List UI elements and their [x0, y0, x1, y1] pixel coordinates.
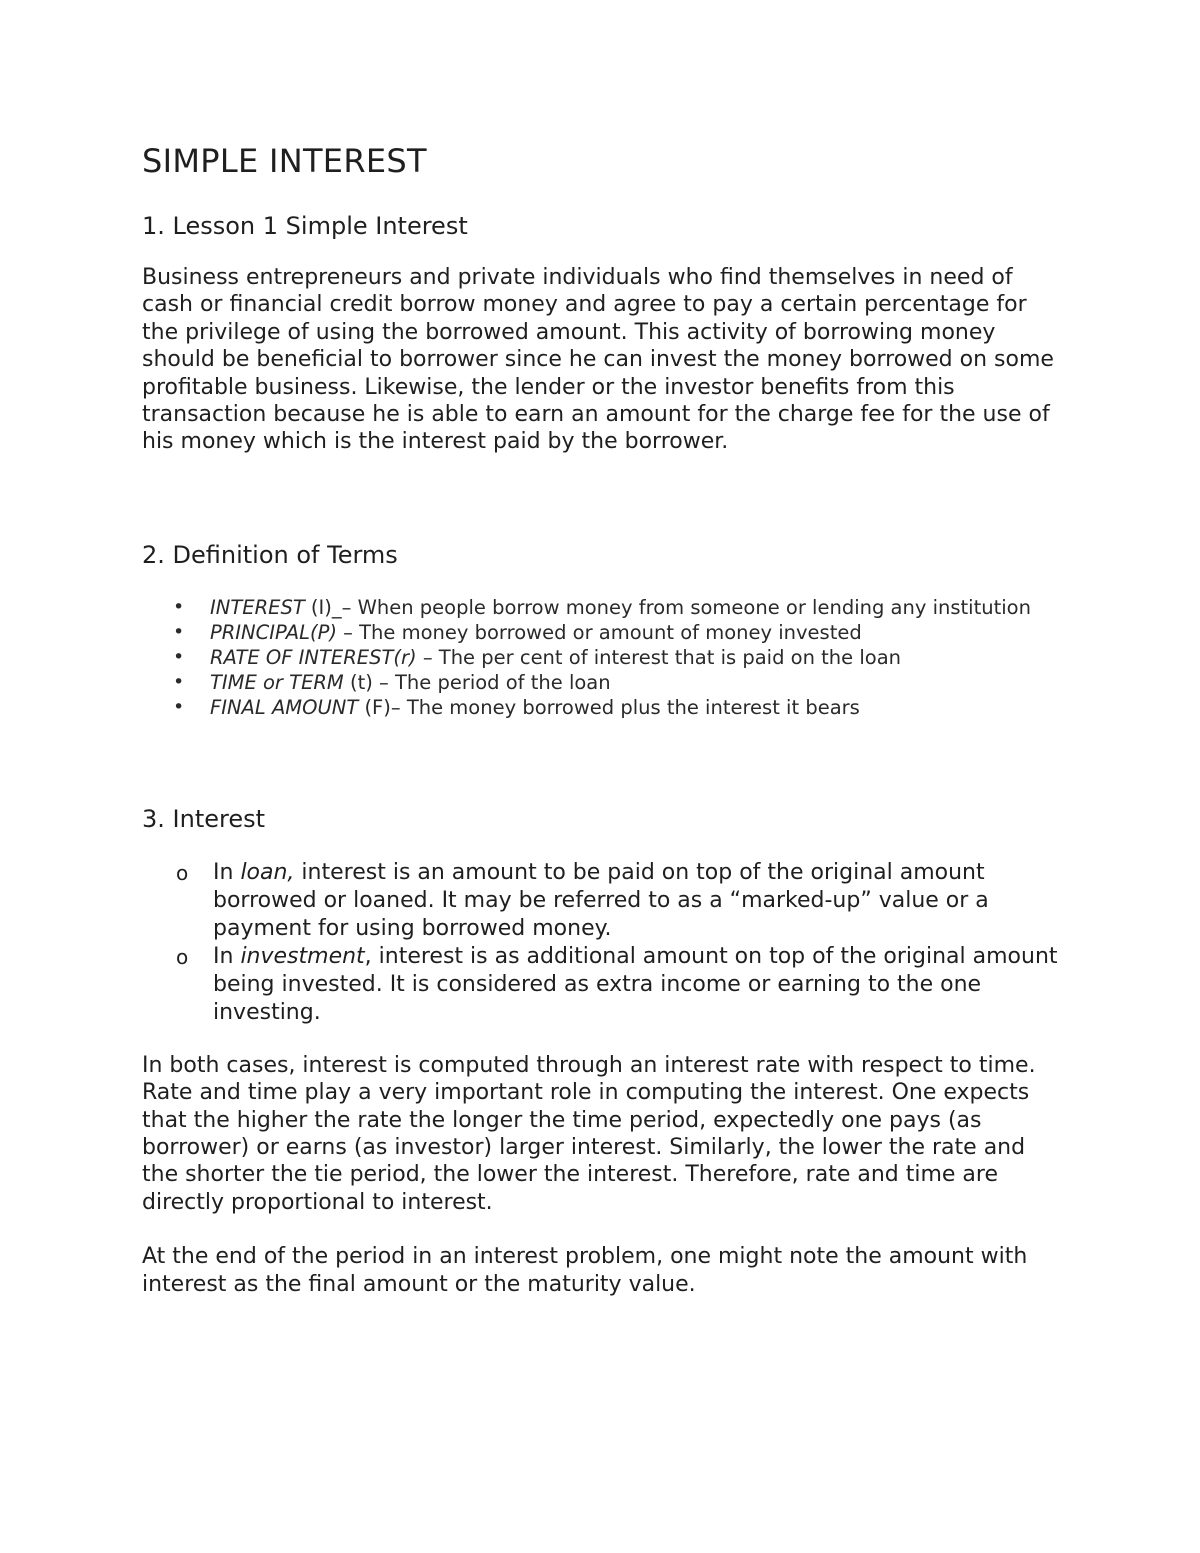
- circle-bullet-icon: o: [176, 944, 189, 969]
- definitions-heading: 2. Definition of Terms: [142, 540, 398, 569]
- interest-paragraph-1: In both cases, interest is computed through an interest rate with respect to time. Rate and time play a very important role in computing the interest. One expects that the higher the rate the longer the time period, expectedly one pays (as borrower) or earns (as investor) larger interest. Similarly, the lower the rate and the shorter the tie period, the lower the interest. Therefore, rate and time are directly proportional to interest.: [142, 1052, 1036, 1215]
- interest-heading: 3. Interest: [142, 804, 266, 833]
- term-label: FINAL AMOUNT: [210, 695, 359, 719]
- list-item: [142, 670, 1062, 695]
- document-page: [142, 140, 1062, 1298]
- term-label: RATE OF INTEREST(r): [210, 645, 417, 669]
- item-prefix: In: [213, 859, 241, 885]
- interest-paragraph-2: At the end of the period in an interest problem, one might note the amount with interest as the final amount or the maturity value.: [142, 1244, 1028, 1297]
- term-description: (F)– The money borrowed plus the interest it bears: [358, 695, 860, 719]
- item-term: loan,: [240, 859, 295, 885]
- item-prefix: In: [213, 943, 241, 969]
- bullet-icon: •: [173, 670, 185, 693]
- item-description: interest is an amount to be paid on top of the original amount borrowed or loaned. It may be referred to as a “marked-up” value or a payment for using borrowed money.: [213, 859, 989, 941]
- term-description: (t) – The period of the loan: [343, 670, 611, 694]
- definitions-list: [142, 595, 1062, 720]
- item-description: , interest is as additional amount on top of the original amount being invested. It is considered as extra income or earning to the one investing.: [213, 943, 1058, 1025]
- term-label: PRINCIPAL(P): [210, 620, 337, 644]
- list-item: [142, 943, 1062, 1027]
- bullet-icon: •: [173, 595, 185, 618]
- item-term: investment: [240, 943, 365, 969]
- interest-list: [142, 859, 1062, 1027]
- term-description: – The money borrowed or amount of money invested: [336, 620, 862, 644]
- list-item: [142, 695, 1062, 720]
- list-item: [142, 620, 1062, 645]
- list-item: [142, 595, 1062, 620]
- bullet-icon: •: [173, 620, 185, 643]
- document-title: SIMPLE INTEREST: [142, 142, 427, 180]
- circle-bullet-icon: o: [176, 860, 189, 885]
- list-item: [142, 859, 1062, 943]
- lesson-heading: 1. Lesson 1 Simple Interest: [142, 212, 468, 240]
- bullet-icon: •: [173, 645, 185, 668]
- lesson-paragraph: Business entrepreneurs and private individuals who find themselves in need of cash or financial credit borrow money and agree to pay a certain percentage for the privilege of using the borrowed amount. This activity of borrowing money should be beneficial to borrower since he can invest the money borrowed on some profitable business. Likewise, the lender or the investor benefits from this transaction because he is able to earn an amount for the charge fee for the use of his money which is the interest paid by the borrower.: [142, 265, 1054, 455]
- term-label: INTEREST: [210, 595, 305, 619]
- bullet-icon: •: [173, 695, 185, 718]
- list-item: [142, 645, 1062, 670]
- term-label: TIME or TERM: [210, 670, 344, 694]
- term-description: – The per cent of interest that is paid on the loan: [416, 645, 902, 669]
- term-description: (I)_– When people borrow money from someone or lending any institution: [304, 595, 1031, 619]
